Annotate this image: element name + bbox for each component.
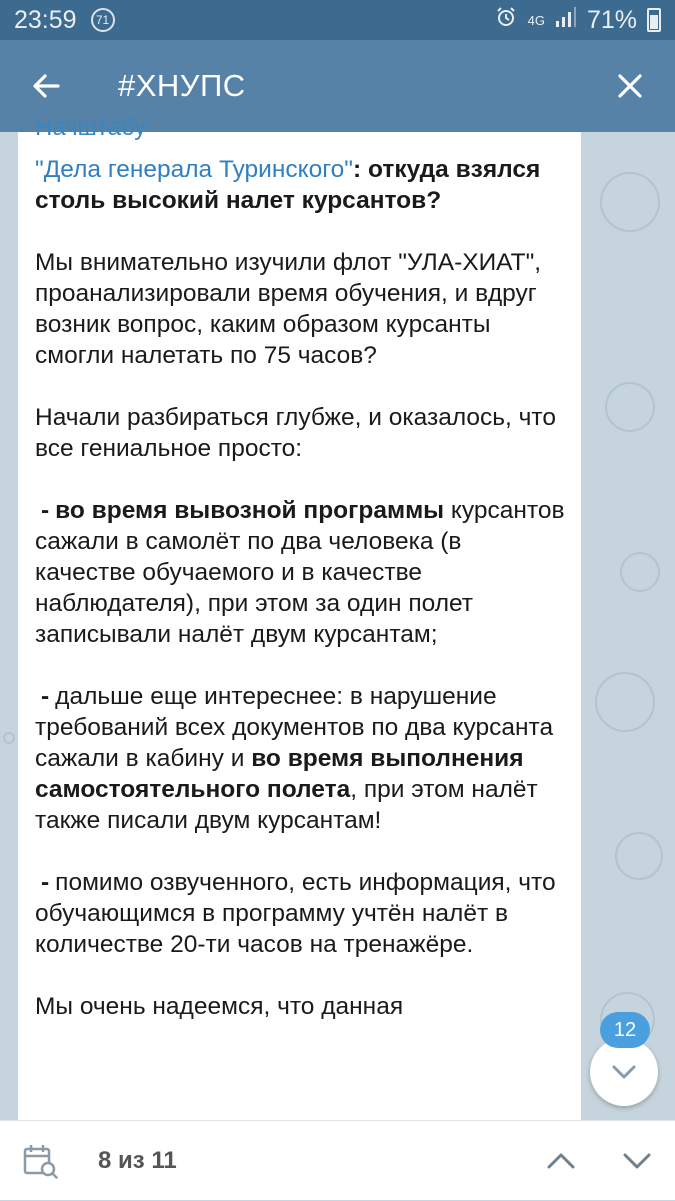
bullet-1-text: курсантов сажали в самолёт по два человека (в качестве обучаемого и в качестве наблюдателя), при этом за один полет записывали налёт двум курсантам;: [35, 497, 565, 648]
alarm-icon: [494, 5, 518, 36]
background-doodle: [600, 172, 660, 232]
calendar-search-icon: [21, 1142, 59, 1180]
close-button[interactable]: [585, 40, 675, 132]
message-cut-line: Начштабу: [35, 114, 147, 141]
bullet-dash: -: [41, 683, 50, 710]
bullet-2: [35, 681, 565, 836]
paragraph-1: Мы внимательно изучили флот "УЛА-ХИАТ", проанализировали время обучения, и вдруг возник вопрос, каким образом курсанты смогли налетать по 75 часов?: [35, 249, 542, 369]
paragraph-2: Начали разбираться глубже, и оказалось, что все гениальное просто:: [35, 404, 556, 462]
bullet-3: [35, 867, 565, 960]
lead-bold-text: : откуда взялся столь высокий налет курсантов?: [35, 156, 541, 214]
background-doodle: [615, 832, 663, 880]
background-doodle: [3, 732, 15, 744]
status-bar: [0, 0, 675, 40]
bullet-2-bold: во время выполнения самостоятельного полета: [35, 745, 524, 803]
next-result-button[interactable]: [599, 1121, 675, 1201]
network-type: 4G: [527, 12, 545, 28]
bullet-2-tail: , при этом налёт также писали двум курсантам!: [35, 776, 538, 834]
scroll-down-button[interactable]: [590, 1038, 658, 1106]
bullet-2-text: дальше еще интереснее: в нарушение требований всех документов по два курсанта сажали в кабину и: [35, 683, 554, 772]
status-time: 23:59: [14, 5, 77, 34]
message-lead: [35, 154, 565, 216]
message-text: [35, 114, 565, 1053]
bullet-dash: -: [41, 497, 50, 524]
chevron-up-icon: [545, 1145, 577, 1177]
bullet-dash: -: [41, 869, 50, 896]
background-doodle: [595, 672, 655, 732]
bullet-1: [35, 495, 565, 650]
search-result-counter: 8 из 11: [98, 1146, 177, 1174]
chat-title: #ХНУПС: [118, 68, 246, 103]
search-navigation-bar: [0, 1120, 675, 1200]
bullet-3-text: помимо озвученного, есть информация, что обучающимся в программу учтён налёт в количестве 20-ти часов на тренажёре.: [35, 869, 556, 958]
chevron-down-icon: [609, 1057, 639, 1087]
previous-result-button[interactable]: [523, 1121, 599, 1201]
unread-count-badge: 12: [600, 1012, 650, 1048]
status-icons: [494, 5, 661, 36]
bullet-1-bold: во время вывозной программы: [55, 497, 445, 524]
paragraph-last: Мы очень надеемся, что данная: [35, 993, 404, 1020]
chevron-down-icon: [621, 1145, 653, 1177]
battery-percent: 71%: [586, 5, 637, 34]
message-bubble[interactable]: [18, 114, 581, 1120]
hashtag-link[interactable]: "Дела генерала Туринского": [35, 156, 353, 183]
background-doodle: [620, 552, 660, 592]
battery-icon: [647, 8, 661, 32]
background-doodle: [605, 382, 655, 432]
arrow-left-icon: [30, 70, 62, 102]
notification-count-badge: 71: [91, 8, 115, 32]
calendar-search-button[interactable]: [0, 1121, 80, 1201]
signal-icon: [555, 6, 577, 35]
close-icon: [616, 72, 644, 100]
